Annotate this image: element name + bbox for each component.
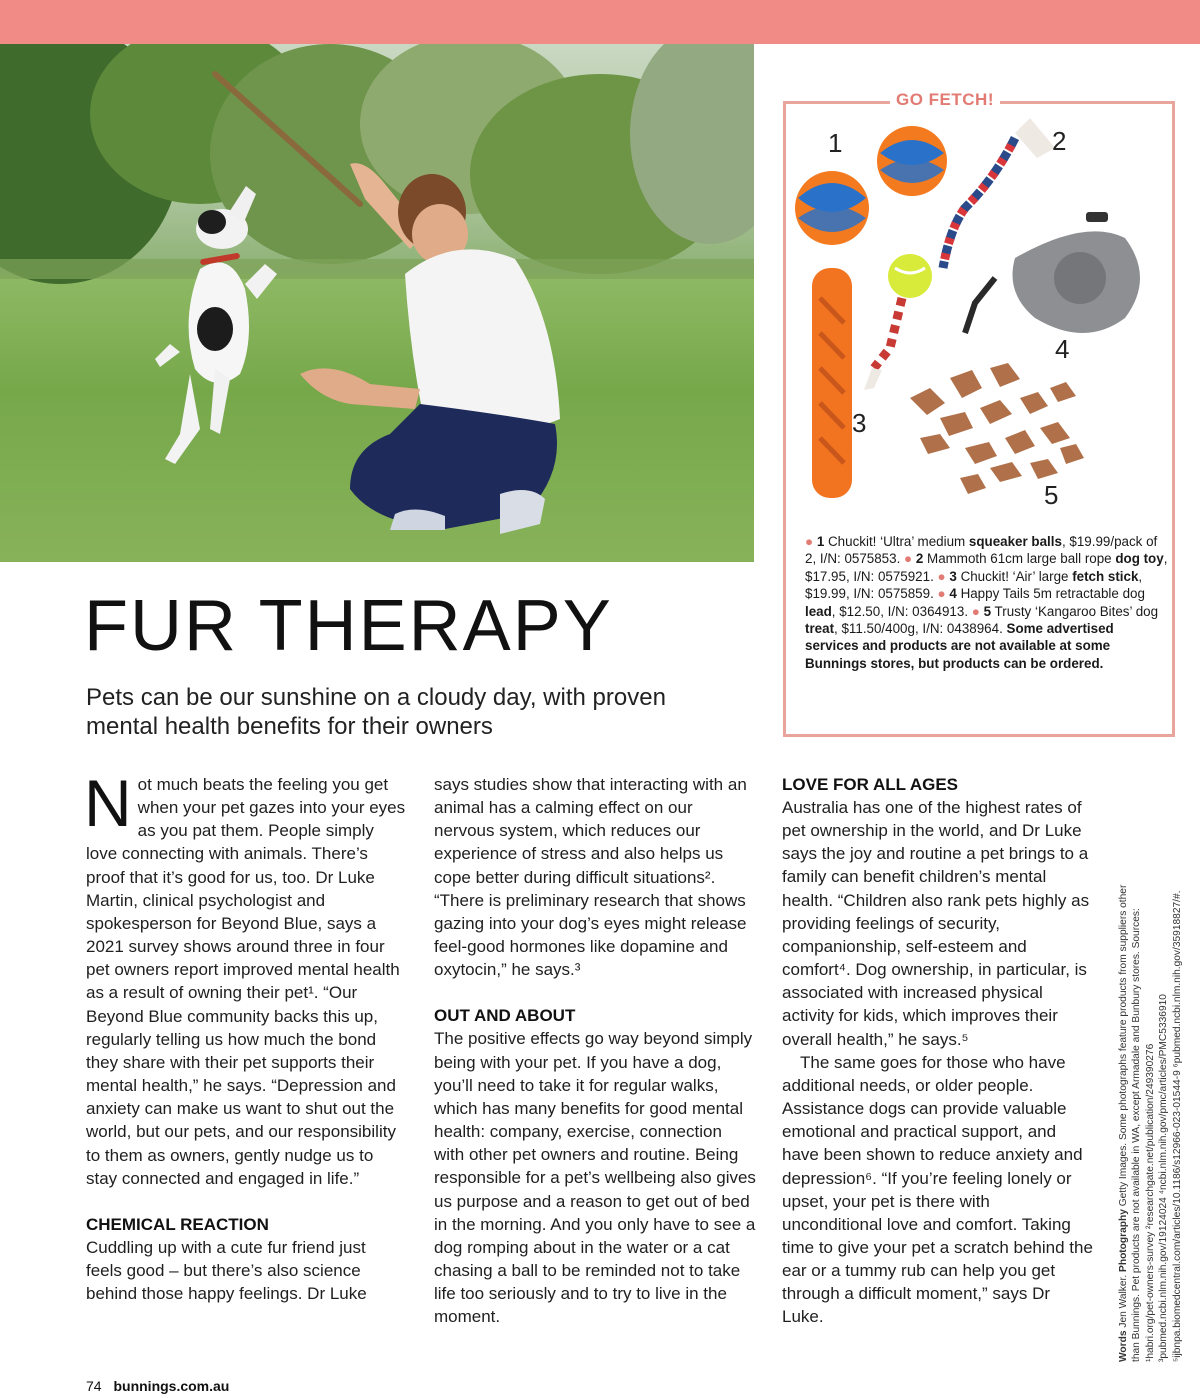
page-title: FUR THERAPY [84,586,613,666]
item-3-bold: fetch stick [1072,568,1139,584]
item-1-pre: Chuckit! ‘Ultra’ medium [828,534,969,549]
item-2-number: 2 [915,551,924,567]
go-fetch-heading: GO FETCH! [890,90,1000,110]
product-list [805,533,1170,672]
page-footer [86,1378,229,1394]
assistance-paragraph: The same goes for those who have additional needs, or older people. Assistance dogs can provide valuable emotional and practical support, and have been shown to reduce anxiety and depression⁶. “If you’re feeling lonely or upset, your pet is there with unconditional love and comfort. Taking time to give your pet a scratch behind the ear or a tummy rub can help you get through a difficult moment,” says Dr Luke. [782,1052,1093,1327]
intro-paragraph [84,766,406,1190]
chemical-paragraph-cont: says studies show that interacting with an animal has a calming effect on our nervous system, which reduces our experience of stress and also helps us cope better during difficult situations². “There is preliminary research that shows gazing into your dog’s eyes might release feel-good hormones like dopamine and oxytocin,” he says.³ [434,775,747,980]
kangaroo-treats [910,363,1084,494]
squeaker-ball-2 [877,126,947,196]
credits-words: Jen Walker. [1118,1274,1129,1328]
intro-text: ot much beats the feeling you get when your pet gazes into your eyes as you pat them. People simply love connecting with animals. There’s proof that it’s good for us, too. Dr Luke Martin, clinical psychologist and spokesperson for Beyond Blue, says a 2021 survey shows around three in four pet owners report improved mental health as a result of owning their pet¹. “Our Beyond Blue community backs this up, regularly telling us how much the bond they share with their pet supports their mental health,” he says. “Depression and anxiety can make us want to shut out the world, but our pets, and our responsibility to them as owners, gently nudge us to stay connected and engaged in life.” [86,775,406,1188]
item-3-pre: Chuckit! ‘Air’ large [960,568,1073,584]
item-5-bold: treat [805,621,835,637]
bullet-dot: ● [971,603,980,619]
product-number-3: 3 [852,408,867,438]
item-2-pre: Mammoth 61cm large ball rope [927,551,1116,567]
product-number-1: 1 [828,128,843,158]
article-column-3 [782,773,1094,1329]
page-number: 74 [86,1378,102,1394]
subhead-chemical-reaction: CHEMICAL REACTION [86,1214,269,1234]
credits-photo-label: Photography [1118,1209,1129,1272]
products-illustration [790,118,1170,528]
item-4-number: 4 [949,586,957,602]
item-3-post: , $19.99, I/N: 0575859. [805,568,1143,602]
article-column-1 [84,766,406,1305]
item-2-post: , $17.95, I/N: 0575921. [805,551,1168,584]
chemical-paragraph-start: Cuddling up with a cute fur friend just feels good – but there’s also science behind those happy feelings. Dr Luke [86,1237,367,1304]
hero-illustration [0,44,754,562]
item-2-bold: dog toy [1115,551,1164,567]
product-number-5: 5 [1044,480,1059,510]
item-1-bold: squeaker balls [968,534,1062,549]
item-1-number: 1 [816,534,825,549]
love-paragraph: Australia has one of the highest rates of pet ownership in the world, and Dr Luke says the joy and routine a pet brings to a family can benefit children’s mental health. “Children also rank pets highly as providing feelings of security, companionship, self-esteem and comfort⁴. Dog ownership, in particular, is associated with increased physical activity for kids, which improves their overall health,” he says.⁵ [782,798,1090,1049]
subhead-love-for-all-ages: LOVE FOR ALL AGES [782,775,958,794]
credits-photo: Getty Images. Some photographs feature products from suppliers other than Bunnings. Pet products are not available in WA, except Armadale and Bunbury stores. Sources: ¹habri.org/pet-owners-survey ²researchgate.net/publication/249390276 ³pubmed.ncbi.nlm.nih.gov/19124024 ⁴ncbi.nlm.nih.gov/pmc/articles/PMC5336910 ⁵ijbnpa.biomedcentral.com/articles/10.1186/s12966-023-01544-9 ⁶pubmed.ncbi.nlm.nih.gov/35918827/#. [1118,884,1183,1362]
top-color-band [0,0,1200,44]
retractable-lead [965,212,1140,333]
article-column-2 [434,773,756,1328]
item-5-number: 5 [983,603,992,619]
out-and-about-paragraph: The positive effects go way beyond simply being with your pet. If you have a dog, you’ll need to take it for regular walks, which has many benefits for good mental health: company, exercise, connection with other pet owners and routine. Being responsible for a pet’s wellbeing also gives us purpose and a reason to get out of bed in the morning. And you only have to see a dog romping about in the water or a cat chasing a ball to be reminded not to take life too seriously and to try to live in the moment. [434,1029,756,1327]
bullet-dot: ● [937,568,946,584]
squeaker-ball-1 [795,171,869,245]
product-number-4: 4 [1055,334,1070,364]
availability-note: Some advertised services and products are not available at some Bunnings stores, but products can be ordered. [805,621,1114,671]
item-4-pre: Happy Tails 5m retractable dog [960,586,1145,602]
credits-sources [1117,882,1184,1362]
item-4-post: , $12.50, I/N: 0364913. [831,603,969,619]
bullet-dot: ● [805,534,814,549]
item-5-post: , $11.50/400g, I/N: 0438964. [834,621,1003,637]
subhead-out-and-about: OUT AND ABOUT [434,1006,576,1026]
item-1-post: , $19.99/pack of 2, I/N: 0575853. [805,534,1158,567]
fetch-stick [812,268,852,498]
product-number-2: 2 [1052,126,1067,156]
hero-photo [0,44,754,562]
item-4-bold: lead [805,603,832,619]
item-5-pre: Trusty ‘Kangaroo Bites’ dog [994,603,1159,619]
bullet-dot: ● [937,586,946,602]
drop-cap: N [84,766,132,840]
site-link[interactable]: bunnings.com.au [113,1378,230,1394]
item-3-number: 3 [949,568,957,584]
credits-words-label: Words [1118,1330,1129,1362]
standfirst: Pets can be our sunshine on a cloudy day, with proven mental health benefits for their owners [86,684,666,740]
bullet-dot: ● [904,551,913,567]
